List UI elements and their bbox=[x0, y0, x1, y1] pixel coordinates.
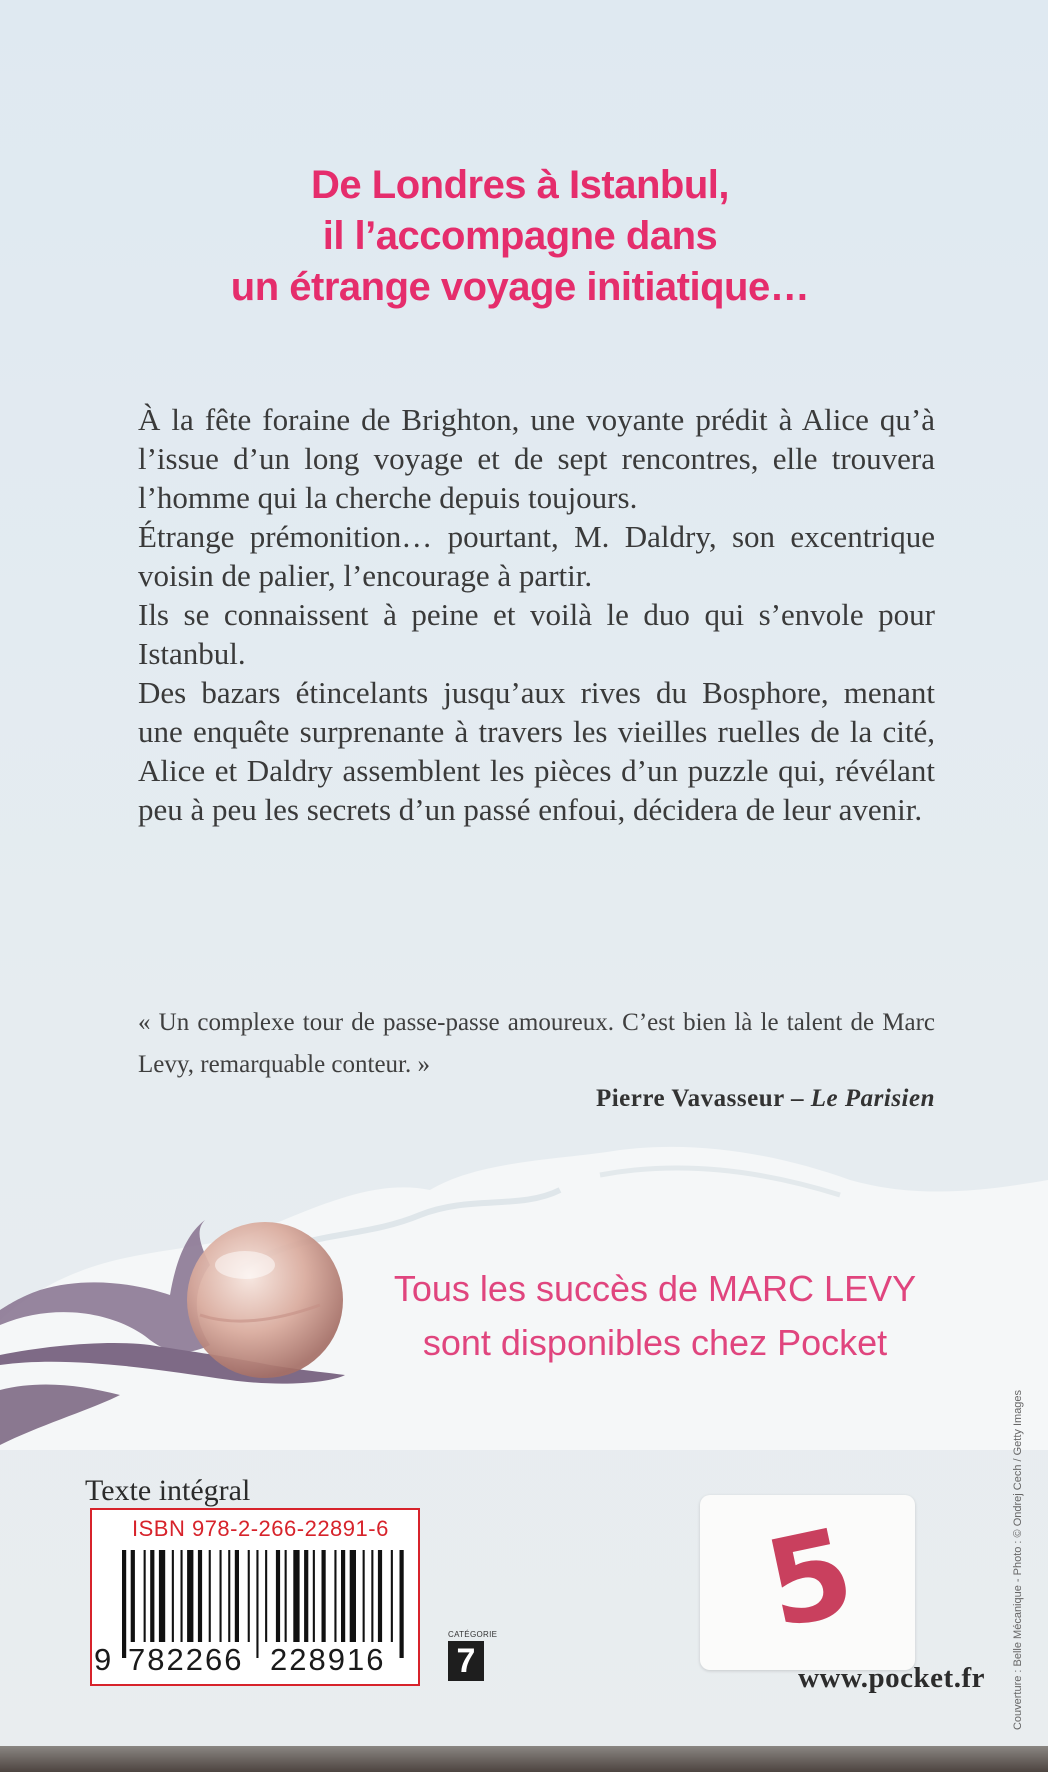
quote-author: Pierre Vavasseur – bbox=[595, 1085, 804, 1112]
barcode-bar bbox=[172, 1550, 174, 1642]
promo-line: sont disponibles chez Pocket bbox=[422, 1322, 888, 1363]
barcode-bar bbox=[313, 1550, 315, 1642]
barcode-bar bbox=[378, 1550, 382, 1642]
barcode-bar bbox=[350, 1550, 356, 1642]
barcode-bar bbox=[285, 1550, 287, 1642]
barcode-bar bbox=[334, 1550, 336, 1642]
barcode-bar bbox=[371, 1550, 373, 1642]
barcode-bar bbox=[159, 1550, 165, 1642]
synopsis bbox=[138, 400, 935, 829]
category-label: CATÉGORIE bbox=[448, 1630, 498, 1639]
website-url: www.pocket.fr bbox=[798, 1662, 985, 1694]
barcode-bar bbox=[131, 1550, 135, 1642]
barcode-panel bbox=[90, 1508, 420, 1686]
barcode-bar bbox=[220, 1550, 222, 1642]
barcode-bar bbox=[235, 1550, 239, 1642]
barcode-digit-group: 228916 bbox=[270, 1642, 386, 1677]
category-number: 7 bbox=[448, 1641, 484, 1681]
hand-with-crystal-ball-illustration bbox=[0, 1205, 370, 1445]
barcode-bar bbox=[248, 1550, 250, 1642]
synopsis-paragraph: Des bazars étincelants jusqu’aux rives du Bosphore, menant une enquête surprenante à travers les vieilles ruelles de la cité, Alice et Daldry assemblent les pièces d’un puzzle qui, révélant peu à peu les secrets d’un passé enfoui, décidera de leur avenir. bbox=[138, 675, 935, 827]
barcode-bar bbox=[341, 1550, 345, 1642]
price-sticker bbox=[700, 1495, 915, 1670]
synopsis-paragraph: Ils se connaissent à peine et voilà le duo qui s’envole pour Istanbul. bbox=[138, 597, 935, 671]
barcode-bar bbox=[363, 1550, 365, 1642]
headline-line: il l’accompagne dans bbox=[322, 214, 718, 258]
synopsis-paragraph: Étrange prémonition… pourtant, M. Daldry, son excentrique voisin de palier, l’encourage à partir. bbox=[138, 519, 935, 593]
barcode-bar bbox=[228, 1550, 230, 1642]
barcode-bar bbox=[187, 1550, 193, 1642]
promo-text bbox=[360, 1262, 950, 1370]
handwritten-number: 5 bbox=[754, 1502, 866, 1657]
quote-publication: Le Parisien bbox=[810, 1085, 935, 1112]
barcode-bar bbox=[400, 1550, 404, 1658]
barcode-digit-group: 782266 bbox=[128, 1642, 244, 1677]
barcode-bar bbox=[144, 1550, 146, 1642]
edition-label: Texte intégral bbox=[85, 1474, 251, 1507]
barcode-bar bbox=[265, 1550, 267, 1642]
barcode-bar bbox=[122, 1550, 126, 1658]
promo-line: Tous les succès de MARC LEVY bbox=[393, 1268, 917, 1309]
cover-credit: Couverture : Belle Mécanique - Photo : © Ondrej Cech / Getty Images bbox=[1012, 1389, 1024, 1731]
barcode-bar bbox=[198, 1550, 202, 1642]
isbn-label: ISBN 978-2-266-22891-6 bbox=[132, 1516, 389, 1541]
barcode-bar bbox=[181, 1550, 183, 1642]
headline-line: un étrange voyage initiatique… bbox=[230, 265, 810, 309]
barcode-bar bbox=[322, 1550, 326, 1642]
headline bbox=[140, 160, 900, 313]
barcode-bar bbox=[256, 1550, 258, 1658]
barcode-bar bbox=[209, 1550, 211, 1642]
barcode-bar bbox=[304, 1550, 308, 1642]
headline-line: De Londres à Istanbul, bbox=[311, 163, 729, 207]
synopsis-paragraph: À la fête foraine de Brighton, une voyante prédit à Alice qu’à l’issue d’un long voyage et de sept rencontres, elle trouvera l’homme qui la cherche depuis toujours. bbox=[138, 402, 935, 515]
barcode-bar bbox=[276, 1550, 280, 1642]
press-quote: « Un complexe tour de passe-passe amoureux. C’est bien là le talent de Marc Levy, remarquable conteur. » bbox=[138, 1009, 935, 1078]
quote-attribution bbox=[596, 1085, 935, 1113]
barcode-bar bbox=[293, 1550, 299, 1642]
barcode-bar bbox=[391, 1550, 393, 1642]
barcode-bar bbox=[150, 1550, 154, 1642]
barcode-first-digit: 9 bbox=[94, 1642, 114, 1677]
price-category bbox=[448, 1630, 498, 1681]
